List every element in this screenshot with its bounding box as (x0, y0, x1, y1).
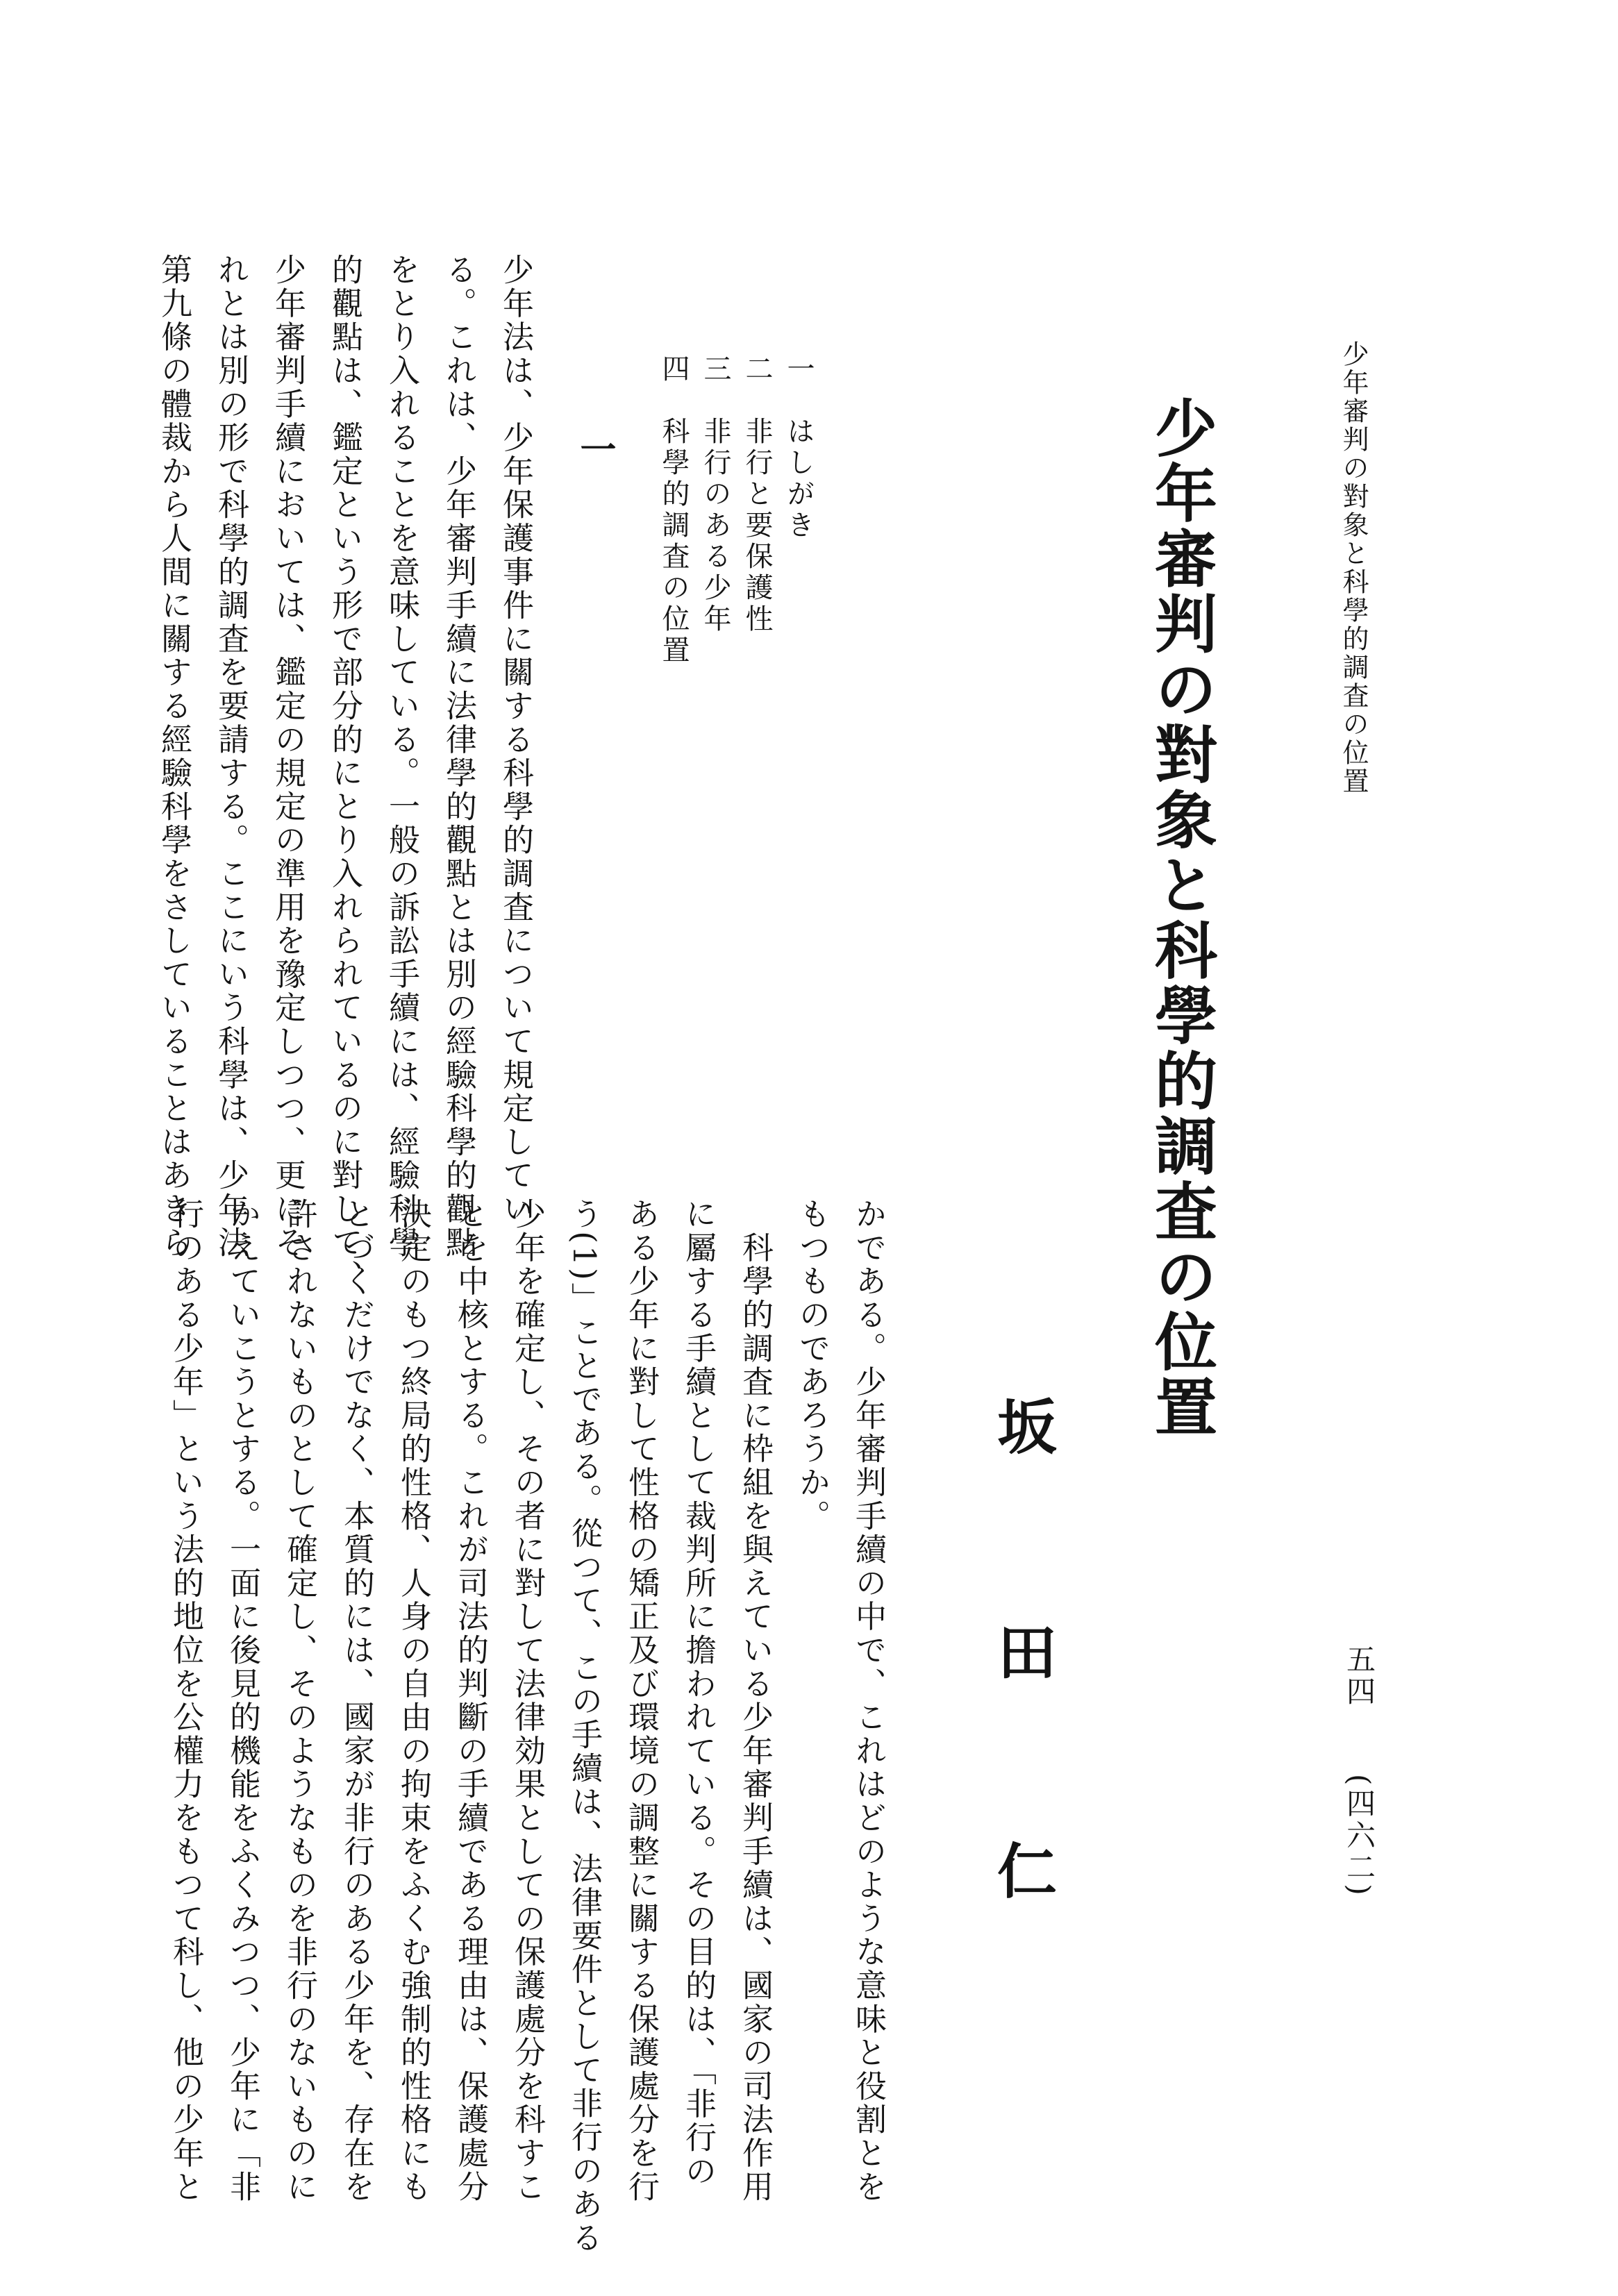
body-column-u5: ある少年に對して性格の矯正及び環境の調整に關する保護處分を行 (623, 1198, 660, 2204)
body-column-l2: る。これは、少年審判手續に法律學的觀點とは別の經驗科學的觀點 (440, 253, 477, 1259)
page-number-alt: (四六二) (1342, 1774, 1376, 1898)
body-column-u12: かえていこうとする。一面に後見的機能をふくみつつ、少年に「非 (224, 1198, 261, 2204)
body-column-u4: に屬する手續として裁判所に擔われている。その目的は、「非行の (680, 1198, 717, 2188)
body-column-u13: 行のある少年」という法的地位を公權力をもつて科し、他の少年と (167, 1198, 204, 2204)
body-column-l3: をとり入れることを意味している。一般の訴訟手續には、經驗科學 (383, 253, 420, 1259)
body-column-u1: かである。少年審判手續の中で、これはどのような意味と役割とを (850, 1198, 887, 2204)
body-column-u11: 許されないものとして確定し、そのようなものを非行のないものに (281, 1198, 318, 2204)
body-column-l6: れとは別の形で科學的調査を要請する。ここにいう科學は、少年法 (212, 253, 249, 1259)
article-title: 少年審判の對象と科學的調査の位置 (1144, 396, 1217, 1440)
body-column-u10: とづくだけでなく、本質的には、國家が非行のある少年を、存在を (338, 1198, 375, 2204)
running-header: 少年審判の對象と科學的調査の位置 (1338, 340, 1369, 796)
author-name-char-2: 田 (987, 1621, 1057, 1681)
section-number: 一 (574, 430, 616, 467)
toc-item-1: 一 はしがき (783, 354, 815, 542)
body-column-u9: 決定のもつ終局的性格、人身の自由の拘束をふくむ強制的性格にも (395, 1198, 432, 2204)
body-column-u6: う(1)」ことである。從つて、この手續は、法律要件として非行のある (566, 1198, 603, 2255)
author-name-char-1: 坂 (987, 1396, 1057, 1455)
body-column-u2: もつものであろうか。 (794, 1198, 831, 1533)
body-column-u8: とを中核とする。これが司法的判斷の手續である理由は、保護處分 (452, 1198, 489, 2204)
toc-item-3: 三 非行のある少年 (699, 354, 731, 635)
body-column-u3: 科學的調査に枠組を與えている少年審判手續は、國家の司法作用 (737, 1198, 774, 2204)
body-column-l5: 少年審判手續においては、鑑定の規定の準用を豫定しつつ、更にそ (269, 253, 306, 1259)
body-column-u7: 少年を確定し、その者に對して法律効果としての保護處分を科すこ (509, 1198, 546, 2204)
page-number: 五四 (1342, 1644, 1376, 1708)
body-column-l4: 的觀點は、鑑定という形で部分的にとり入れられているのに對して、 (326, 253, 363, 1293)
toc-item-2: 二 非行と要保護性 (741, 354, 773, 635)
toc-item-4: 四 科學的調査の位置 (658, 354, 690, 667)
body-column-l1: 少年法は、少年保護事件に關する科學的調査について規定してい (497, 253, 534, 1226)
body-column-l7: 第九條の體裁から人間に關する經驗科學をさしていることはあきら (156, 253, 192, 1259)
author-name-char-3: 仁 (987, 1840, 1057, 1900)
